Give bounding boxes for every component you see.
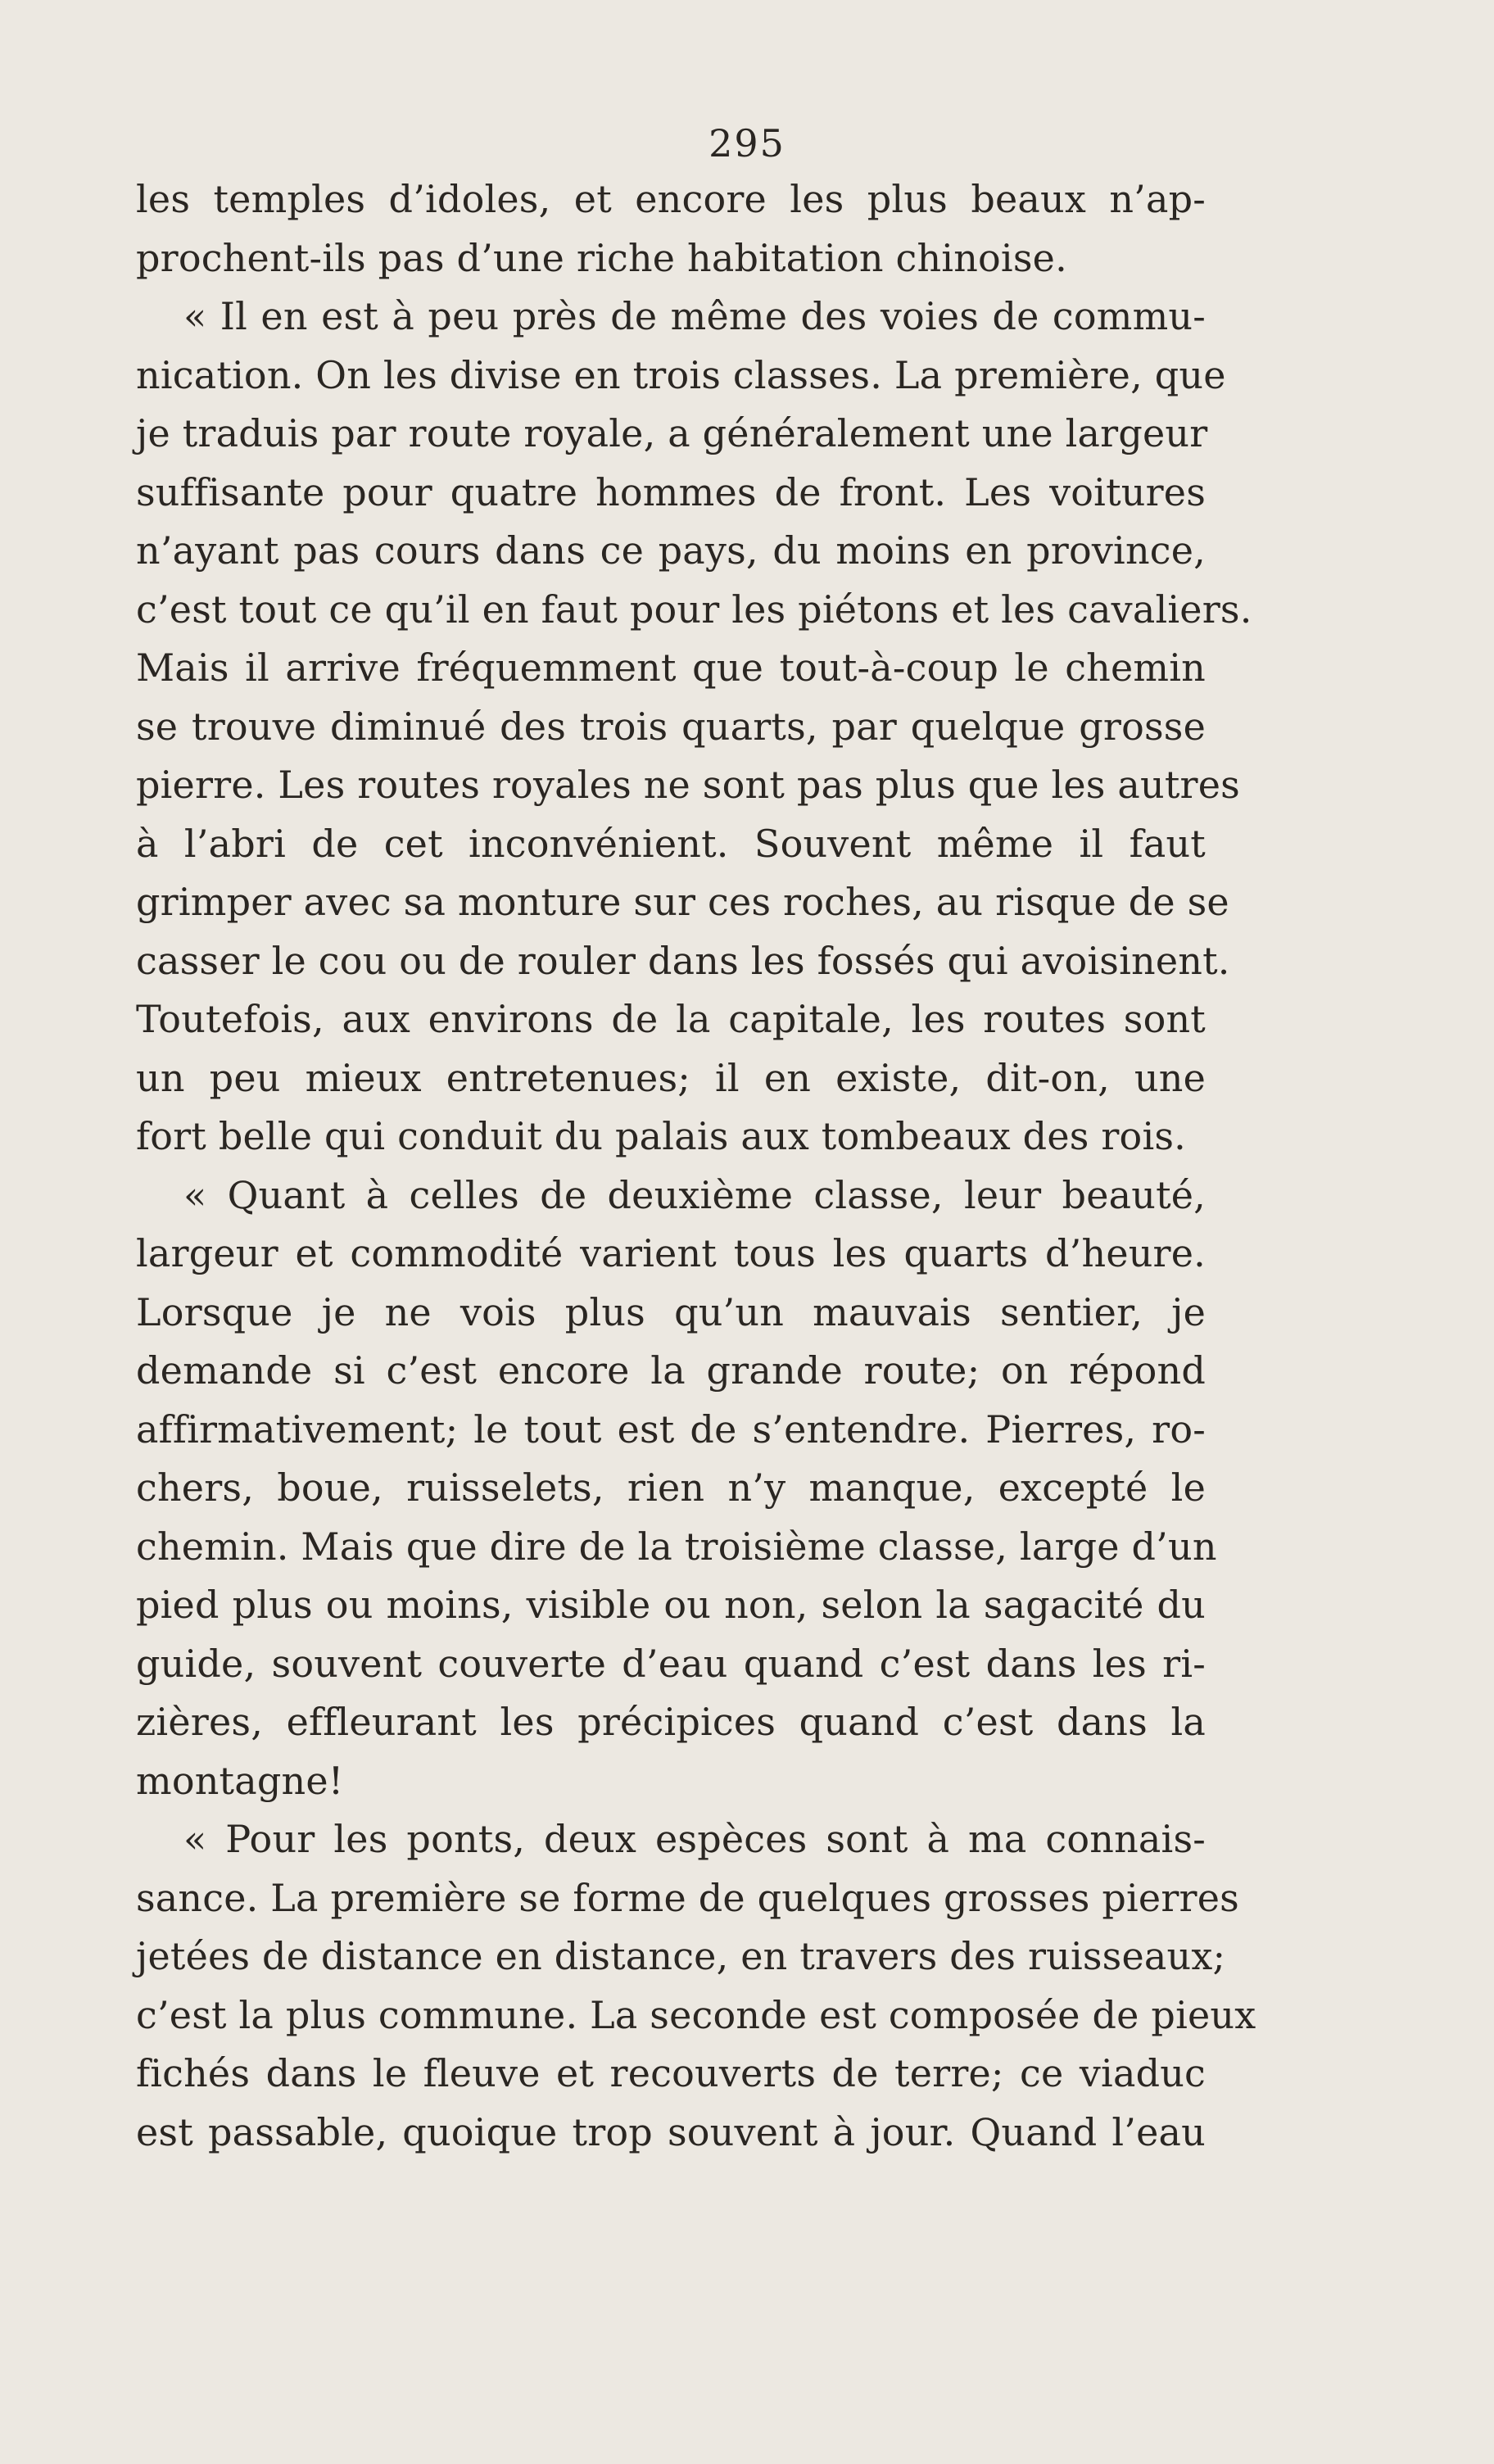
text-line: montagne! <box>136 1758 344 1803</box>
page-number: 295 <box>709 121 785 165</box>
text-line: suffisante pour quatre hommes de front. Les voitures <box>136 469 1206 514</box>
text-line: chemin. Mais que dire de la troisième classe, large d’un <box>136 1524 1217 1569</box>
text-line: sance. La première se forme de quelques grosses pierres <box>136 1875 1239 1920</box>
text-line: grimper avec sa monture sur ces roches, au risque de se <box>136 880 1229 924</box>
text-line: n’ayant pas cours dans ce pays, du moins en province, <box>136 528 1206 573</box>
text-line: prochent-ils pas d’une riche habitation chinoise. <box>136 235 1067 280</box>
text-line: c’est la plus commune. La seconde est composée de pieux <box>136 1992 1256 2037</box>
text-line: « Pour les ponts, deux espèces sont à ma connais- <box>183 1817 1206 1861</box>
text-line: se trouve diminué des trois quarts, par quelque grosse <box>136 704 1206 749</box>
body-text <box>136 170 1256 2162</box>
text-line: je traduis par route royale, a généralement une largeur <box>136 411 1208 455</box>
text-line: guide, souvent couverte d’eau quand c’est dans les ri- <box>136 1641 1206 1686</box>
text-line: c’est tout ce qu’il en faut pour les piétons et les cavaliers. <box>136 587 1252 632</box>
text-line: « Quant à celles de deuxième classe, leur beauté, <box>183 1172 1206 1217</box>
text-line: jetées de distance en distance, en travers des ruisseaux; <box>136 1934 1226 1978</box>
text-line: zières, effleurant les précipices quand c’est dans la <box>136 1700 1206 1744</box>
text-line: à l’abri de cet inconvénient. Souvent même il faut <box>136 821 1206 866</box>
text-line: largeur et commodité varient tous les quarts d’heure. <box>136 1231 1206 1275</box>
text-line: nication. On les divise en trois classes. La première, que <box>136 352 1226 397</box>
text-line: affirmativement; le tout est de s’entendre. Pierres, ro- <box>136 1406 1206 1452</box>
text-line: fichés dans le fleuve et recouverts de terre; ce viaduc <box>136 2051 1206 2095</box>
text-line: pierre. Les routes royales ne sont pas plus que les autres <box>136 763 1240 807</box>
text-line: casser le cou ou de rouler dans les fossés qui avoisinent. <box>136 938 1230 983</box>
text-line: un peu mieux entretenues; il en existe, dit-on, une <box>136 1055 1206 1100</box>
text-line: Lorsque je ne vois plus qu’un mauvais sentier, je <box>136 1289 1206 1334</box>
text-line: les temples d’idoles, et encore les plus beaux n’ap- <box>136 177 1206 221</box>
text-line: est passable, quoique trop souvent à jour. Quand l’eau <box>136 2109 1206 2154</box>
text-line: demande si c’est encore la grande route; on répond <box>136 1348 1206 1393</box>
text-line: fort belle qui conduit du palais aux tombeaux des rois. <box>136 1114 1186 1158</box>
text-line: Mais il arrive fréquemment que tout-à-coup le chemin <box>136 645 1206 690</box>
text-line: pied plus ou moins, visible ou non, selon la sagacité du <box>136 1583 1206 1627</box>
text-line: Toutefois, aux environs de la capitale, les routes sont <box>136 997 1206 1041</box>
text-line: « Il en est à peu près de même des voies de commu- <box>183 294 1206 338</box>
text-line: chers, boue, ruisselets, rien n’y manque, excepté le <box>136 1465 1206 1510</box>
